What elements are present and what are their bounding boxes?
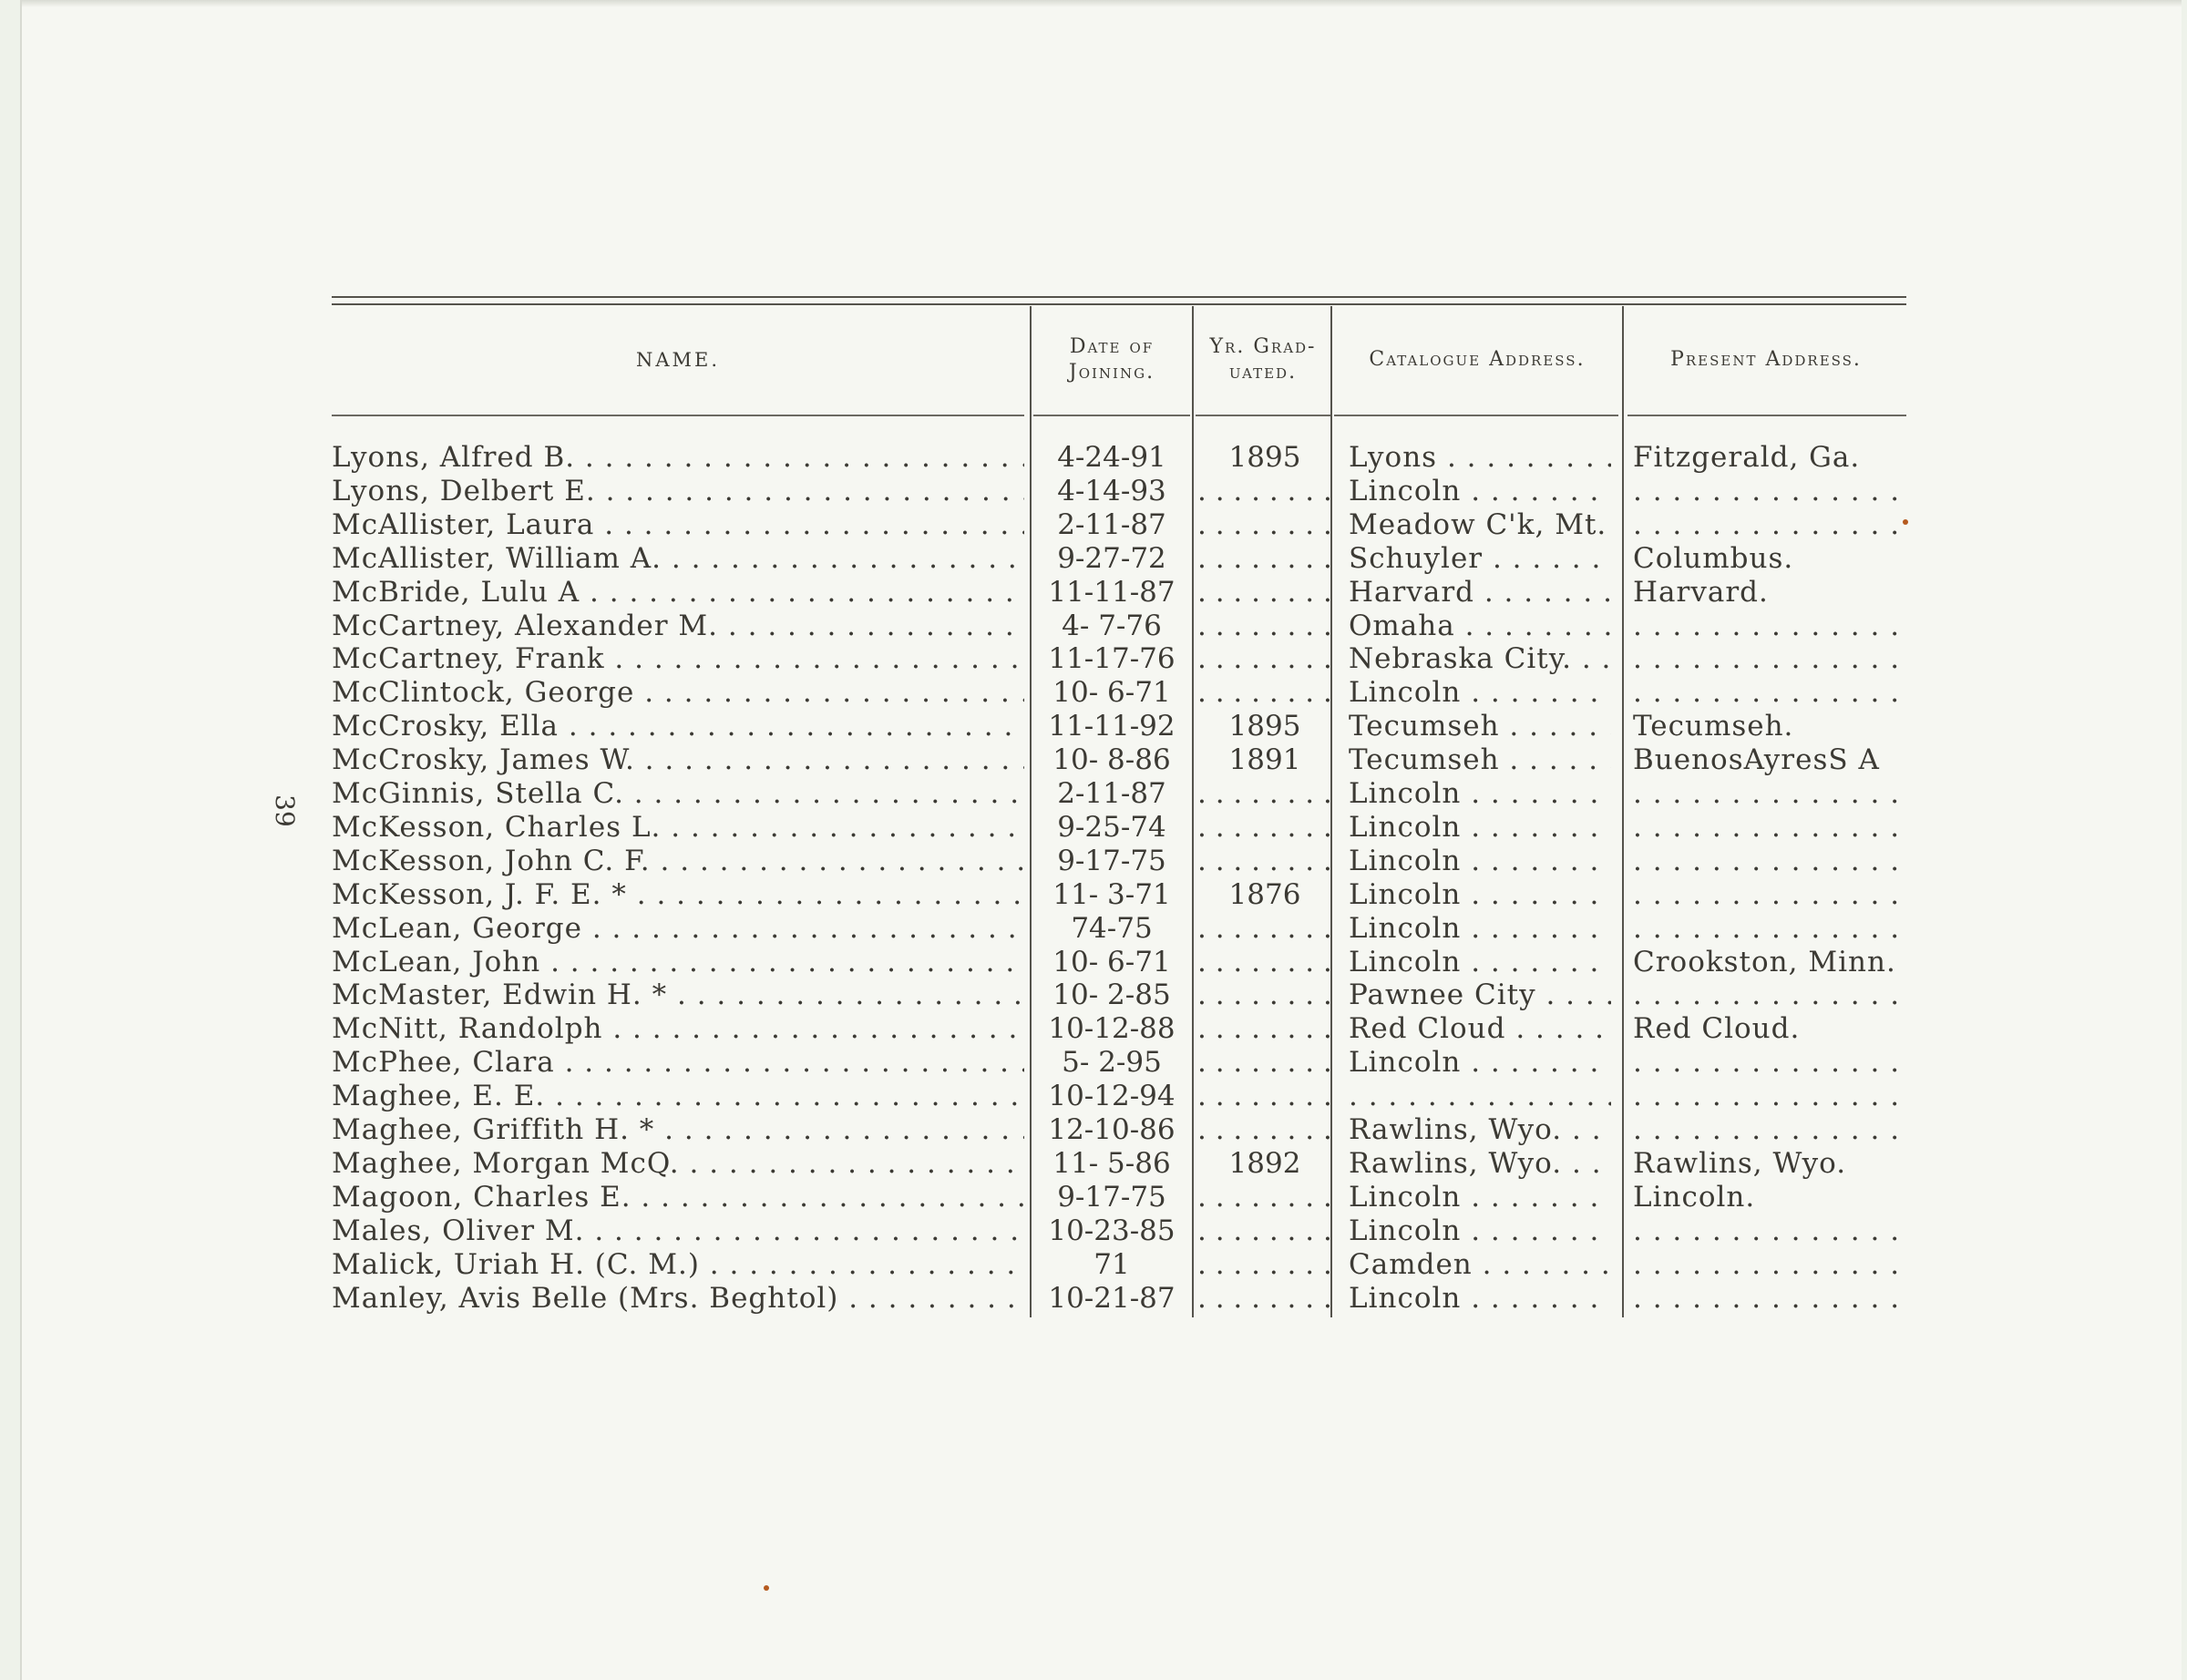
table-row [332,946,1906,979]
year-graduated [1197,777,1332,811]
member-name: McKesson, J. F. E. * . . . [332,878,1024,912]
member-name: Malick, Uriah H. (C. M.) . . . [332,1248,1024,1282]
member-name: McLean, George . . . [332,912,1024,946]
header-underline [1033,415,1190,416]
date-of-joining: 10-21-87 [1048,1281,1176,1315]
table-row [332,845,1906,878]
present-address: Columbus. [1633,541,1794,575]
year-graduated [1197,1012,1332,1046]
catalogue-address: Red Cloud . . . [1349,1012,1611,1046]
table-row [332,1214,1906,1248]
member-name: Maghee, E. E. . . . [332,1080,1024,1113]
catalogue-address: Lincoln . . . [1349,1181,1611,1214]
member-name: Maghee, Morgan McQ. . . . [332,1147,1024,1181]
table-row [332,1282,1906,1316]
date-of-joining: 10- 6-71 [1052,676,1171,710]
year-graduated [1197,542,1332,576]
table-row [332,878,1906,912]
header-underline [1334,415,1618,416]
top-rule-inner [332,303,1906,305]
member-name: McClintock, George . . . [332,676,1024,710]
table-row [332,610,1906,643]
catalogue-address: Lincoln . . . [1349,475,1611,508]
date-of-joining: 11-17-76 [1048,642,1176,676]
member-name: McKesson, Charles L. . . . [332,811,1024,845]
year-graduated [1197,1113,1332,1147]
date-of-joining: 9-25-74 [1057,810,1166,844]
present-address: Rawlins, Wyo. [1633,1146,1847,1180]
year-graduated: 1892 [1228,1146,1301,1180]
year-graduated [1197,912,1332,946]
date-of-joining: 10- 2-85 [1052,978,1171,1012]
date-of-joining: 71 [1094,1247,1130,1281]
present-address [1633,845,1906,878]
header-present-address: Present Address. [1670,348,1862,371]
paper-speck [1903,519,1908,525]
catalogue-address: Rawlins, Wyo. . . . [1349,1147,1611,1181]
year-graduated [1197,1214,1332,1248]
table-row [332,475,1906,508]
catalogue-address: Lyons . . . [1349,441,1611,475]
date-of-joining: 4-24-91 [1057,441,1166,474]
member-name: Lyons, Delbert E. . . . [332,475,1024,508]
year-graduated [1197,475,1332,508]
member-name: Maghee, Griffith H. * . . . [332,1113,1024,1147]
date-of-joining: 10- 6-71 [1052,945,1171,978]
member-name: McGinnis, Stella C. . . . [332,777,1024,811]
present-address [1633,1214,1906,1248]
year-graduated [1197,1248,1332,1282]
book-page [20,0,2182,1680]
present-address [1633,978,1906,1012]
present-address [1633,878,1906,912]
member-name: McCartney, Alexander M. . . . [332,610,1024,643]
catalogue-address: Pawnee City . . . [1349,978,1611,1012]
year-graduated [1197,1080,1332,1113]
catalogue-address: Nebraska City. . . . [1349,642,1611,676]
paper-speck [764,1585,769,1591]
present-address [1633,508,1906,542]
date-of-joining: 10- 8-86 [1052,743,1171,777]
year-graduated [1197,642,1332,676]
catalogue-address: Lincoln . . . [1349,845,1611,878]
table-row [332,811,1906,845]
table-row [332,1181,1906,1214]
member-name: McNitt, Randolph . . . [332,1012,1024,1046]
table-row [332,508,1906,542]
table-row [332,441,1906,475]
date-of-joining: 10-12-94 [1048,1080,1176,1113]
table-row [332,1080,1906,1113]
year-graduated [1197,1181,1332,1214]
present-address [1633,642,1906,676]
catalogue-address: Rawlins, Wyo. . . . [1349,1113,1611,1147]
date-of-joining: 9-17-75 [1057,1180,1166,1214]
catalogue-address: Tecumseh . . . [1349,743,1611,777]
present-address: Fitzgerald, Ga. [1633,441,1861,474]
present-address: BuenosAyresS A [1633,743,1880,777]
present-address [1633,1080,1906,1113]
catalogue-address: Lincoln . . . [1349,946,1611,979]
table-row [332,710,1906,743]
year-graduated: 1876 [1228,877,1301,911]
year-graduated [1197,1282,1332,1316]
present-address [1633,1046,1906,1080]
date-of-joining: 2-11-87 [1057,777,1166,810]
table-row [332,978,1906,1012]
table-row [332,777,1906,811]
year-graduated [1197,811,1332,845]
present-address [1633,777,1906,811]
year-graduated [1197,845,1332,878]
catalogue-address: Lincoln . . . [1349,777,1611,811]
table-row [332,642,1906,676]
catalogue-address: Lincoln . . . [1349,1282,1611,1316]
member-name: McAllister, William A. . . . [332,542,1024,576]
member-name: McLean, John . . . [332,946,1024,979]
year-graduated [1197,946,1332,979]
year-graduated [1197,978,1332,1012]
header-underline [332,415,1024,416]
catalogue-address: Omaha . . . [1349,610,1611,643]
table-row [332,912,1906,946]
present-address [1633,676,1906,710]
date-of-joining: 12-10-86 [1048,1113,1176,1146]
date-of-joining: 9-27-72 [1057,541,1166,575]
date-of-joining: 11- 5-86 [1052,1146,1171,1180]
table-row [332,542,1906,576]
catalogue-address: Lincoln . . . [1349,676,1611,710]
present-address [1633,1113,1906,1147]
present-address: Harvard. [1633,575,1769,609]
year-graduated: 1895 [1228,710,1301,743]
catalogue-address: Lincoln . . . [1349,878,1611,912]
table-row [332,743,1906,777]
year-graduated [1197,610,1332,643]
table-row [332,1248,1906,1282]
date-of-joining: 74-75 [1071,911,1153,945]
member-name: McMaster, Edwin H. * . . . [332,978,1024,1012]
header-underline [1627,415,1906,416]
present-address [1633,610,1906,643]
date-of-joining: 10-23-85 [1048,1214,1176,1247]
member-name: McKesson, John C. F. . . . [332,845,1024,878]
catalogue-address: Lincoln . . . [1349,811,1611,845]
catalogue-address: Lincoln . . . [1349,1214,1611,1248]
header-catalogue-address: Catalogue Address. [1369,348,1586,371]
present-address: Tecumseh. [1633,710,1794,743]
member-name: Males, Oliver M. . . . [332,1214,1024,1248]
date-of-joining: 9-17-75 [1057,844,1166,877]
year-graduated [1197,576,1332,610]
catalogue-address: Schuyler . . . [1349,542,1611,576]
header-underline [1196,415,1330,416]
date-of-joining: 10-12-88 [1048,1012,1176,1046]
table-row [332,676,1906,710]
member-name: McBride, Lulu A . . . [332,576,1024,610]
header-name: NAME. [635,349,721,371]
catalogue-address: Lincoln . . . [1349,1046,1611,1080]
member-name: McCrosky, James W. . . . [332,743,1024,777]
year-graduated [1197,1046,1332,1080]
year-graduated: 1895 [1228,441,1301,474]
catalogue-address: Lincoln . . . [1349,912,1611,946]
table-row [332,1147,1906,1181]
header-year-graduated: Yr. Grad- uated. [1209,335,1317,384]
page-number: 39 [270,794,300,827]
table-row [332,1012,1906,1046]
present-address [1633,475,1906,508]
catalogue-address: Camden . . . [1349,1248,1611,1282]
present-address: Crookston, Minn. [1633,945,1896,978]
member-name: Magoon, Charles E. . . . [332,1181,1024,1214]
present-address: Lincoln. [1633,1180,1756,1214]
member-name: McAllister, Laura . . . [332,508,1024,542]
member-name: Manley, Avis Belle (Mrs. Beghtol) . . . [332,1282,1024,1316]
date-of-joining: 11- 3-71 [1052,877,1171,911]
present-address [1633,1282,1906,1316]
table-row [332,1113,1906,1147]
present-address [1633,912,1906,946]
member-name: Lyons, Alfred B. . . . [332,441,1024,475]
date-of-joining: 2-11-87 [1057,507,1166,541]
table-row [332,576,1906,610]
year-graduated [1197,676,1332,710]
catalogue-address [1349,1080,1611,1113]
catalogue-address: Harvard . . . [1349,576,1611,610]
year-graduated [1197,508,1332,542]
member-name: McCartney, Frank . . . [332,642,1024,676]
table-row [332,1046,1906,1080]
present-address [1633,811,1906,845]
top-rule [332,296,1906,298]
date-of-joining: 11-11-92 [1048,710,1176,743]
catalogue-address: Tecumseh . . . [1349,710,1611,743]
date-of-joining: 4- 7-76 [1062,609,1162,642]
date-of-joining: 4-14-93 [1057,474,1166,507]
present-address: Red Cloud. [1633,1012,1801,1046]
catalogue-address: Meadow C'k, Mt. . . . [1349,508,1611,542]
member-name: McPhee, Clara . . . [332,1046,1024,1080]
present-address [1633,1248,1906,1282]
date-of-joining: 5- 2-95 [1062,1046,1162,1080]
year-graduated: 1891 [1228,743,1301,777]
header-date-of-joining: Date of Joining. [1068,335,1155,384]
member-name: McCrosky, Ella . . . [332,710,1024,743]
date-of-joining: 11-11-87 [1048,575,1176,609]
